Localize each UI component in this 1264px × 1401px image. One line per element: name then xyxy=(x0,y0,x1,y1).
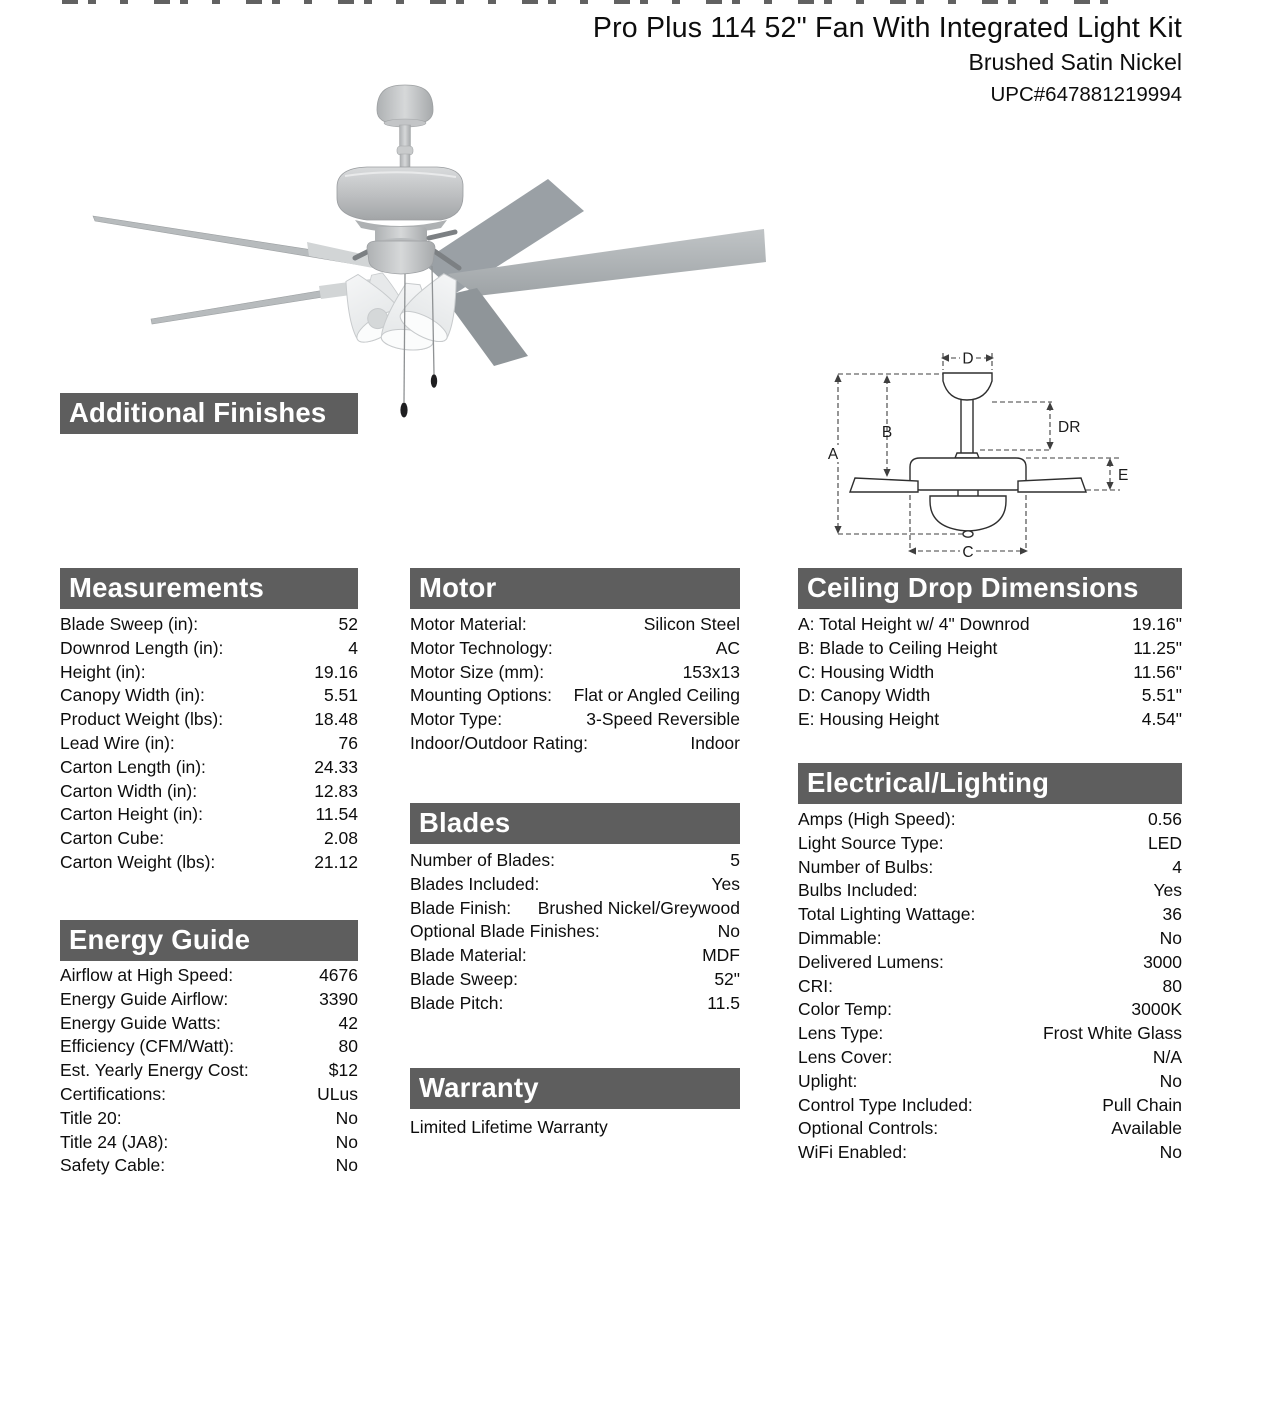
motor-section xyxy=(410,568,740,756)
spec-row xyxy=(798,951,1182,975)
spec-row xyxy=(60,1059,358,1083)
blades-header: Blades xyxy=(410,803,740,844)
blades-section xyxy=(410,803,740,1016)
spec-value: 11.56" xyxy=(1133,661,1182,682)
spec-value: Yes xyxy=(711,873,740,894)
spec-row xyxy=(60,827,358,851)
spec-row xyxy=(410,661,740,685)
energy-guide-section xyxy=(60,920,358,1178)
measurements-section xyxy=(60,568,358,875)
spec-row xyxy=(60,732,358,756)
spec-label: A: Total Height w/ 4" Downrod xyxy=(798,614,1030,634)
energy-guide-table xyxy=(60,964,358,1178)
spec-label: Lead Wire (in): xyxy=(60,732,175,753)
ceiling-drop-header: Ceiling Drop Dimensions xyxy=(798,568,1182,609)
spec-value: Flat or Angled Ceiling xyxy=(573,685,740,706)
spec-row xyxy=(798,975,1182,999)
spec-label: Bulbs Included: xyxy=(798,880,918,901)
spec-row xyxy=(60,756,358,780)
spec-label: Uplight: xyxy=(798,1070,858,1091)
spec-value: No xyxy=(335,1107,358,1128)
spec-value: MDF xyxy=(702,945,740,966)
spec-row xyxy=(60,803,358,827)
spec-label: Carton Width (in): xyxy=(60,780,198,801)
spec-row xyxy=(798,1022,1182,1046)
spec-value: 4 xyxy=(348,637,358,658)
spec-value: No xyxy=(1159,1142,1182,1163)
spec-value: 52 xyxy=(338,614,358,634)
spec-label: Blade Finish: xyxy=(410,897,512,918)
finish-name: Brushed Satin Nickel xyxy=(968,49,1182,75)
spec-value: $12 xyxy=(328,1060,358,1081)
spec-value: 0.56 xyxy=(1147,809,1182,829)
spec-value: 3-Speed Reversible xyxy=(586,709,740,730)
spec-value: Yes xyxy=(1153,880,1182,901)
cropped-text-remnant xyxy=(62,0,1108,4)
warranty-header: Warranty xyxy=(410,1068,740,1109)
spec-label: Downrod Length (in): xyxy=(60,637,224,658)
spec-label: Blade Sweep (in): xyxy=(60,614,199,634)
spec-value: Available xyxy=(1111,1118,1182,1139)
spec-label: Efficiency (CFM/Watt): xyxy=(60,1036,235,1057)
spec-value: Indoor xyxy=(690,732,740,753)
spec-label: Certifications: xyxy=(60,1083,167,1104)
spec-value: No xyxy=(1159,927,1182,948)
spec-row xyxy=(410,920,740,944)
spec-label: Energy Guide Airflow: xyxy=(60,988,229,1009)
spec-row xyxy=(798,856,1182,880)
spec-label: Airflow at High Speed: xyxy=(60,965,234,985)
fan-blade-back-left xyxy=(93,216,374,324)
spec-row xyxy=(60,1083,358,1107)
diagram-label-b: B xyxy=(881,424,893,441)
spec-row xyxy=(798,1117,1182,1141)
spec-row xyxy=(798,808,1182,832)
spec-label: C: Housing Width xyxy=(798,661,935,682)
spec-label: Delivered Lumens: xyxy=(798,951,944,972)
spec-row xyxy=(60,1035,358,1059)
spec-value: 4 xyxy=(1172,856,1182,877)
spec-row xyxy=(410,992,740,1016)
spec-value: 4.54" xyxy=(1141,709,1182,730)
spec-row xyxy=(798,1141,1182,1165)
spec-label: Height (in): xyxy=(60,661,146,682)
spec-row xyxy=(410,732,740,756)
electrical-lighting-section xyxy=(798,763,1182,1165)
spec-row xyxy=(60,684,358,708)
spec-row xyxy=(798,998,1182,1022)
spec-value: 80 xyxy=(1162,975,1182,996)
diagram-label-d: D xyxy=(962,350,974,368)
fan-switch-cup xyxy=(367,241,435,274)
spec-label: Blade Material: xyxy=(410,945,527,966)
spec-label: Motor Material: xyxy=(410,614,527,634)
spec-label: Carton Length (in): xyxy=(60,756,206,777)
spec-label: B: Blade to Ceiling Height xyxy=(798,637,998,658)
spec-value: LED xyxy=(1147,832,1182,853)
spec-label: Canopy Width (in): xyxy=(60,685,205,706)
spec-row xyxy=(798,1046,1182,1070)
spec-row xyxy=(410,849,740,873)
spec-value: 3390 xyxy=(319,988,358,1009)
additional-finishes-header: Additional Finishes xyxy=(60,393,358,434)
spec-value: 36 xyxy=(1162,904,1182,925)
fan-downrod xyxy=(397,125,413,168)
spec-value: No xyxy=(335,1155,358,1176)
spec-row xyxy=(798,613,1182,637)
spec-row xyxy=(410,873,740,897)
spec-value: 5 xyxy=(730,850,740,870)
spec-label: E: Housing Height xyxy=(798,709,940,730)
additional-finishes-section xyxy=(60,393,358,441)
spec-value: N/A xyxy=(1152,1046,1182,1067)
spec-label: Blade Pitch: xyxy=(410,992,504,1013)
spec-label: Carton Height (in): xyxy=(60,804,203,825)
spec-label: Motor Type: xyxy=(410,709,503,730)
spec-label: Carton Cube: xyxy=(60,828,165,849)
spec-row xyxy=(60,780,358,804)
warranty-section xyxy=(410,1068,740,1139)
spec-label: WiFi Enabled: xyxy=(798,1142,907,1163)
measurements-header: Measurements xyxy=(60,568,358,609)
spec-row xyxy=(410,944,740,968)
spec-value: 12.83 xyxy=(314,780,358,801)
energy-guide-header: Energy Guide xyxy=(60,920,358,961)
spec-row xyxy=(60,1012,358,1036)
spec-value: 11.5 xyxy=(707,992,740,1013)
spec-value: 21.12 xyxy=(314,851,358,872)
spec-value: 52" xyxy=(714,968,740,989)
fan-blade-front xyxy=(443,288,528,366)
spec-label: Dimmable: xyxy=(798,927,882,948)
spec-label: Lens Cover: xyxy=(798,1046,893,1067)
spec-label: Lens Type: xyxy=(798,1023,884,1044)
fan-motor-housing xyxy=(337,167,463,250)
spec-value: 3000K xyxy=(1131,999,1182,1020)
spec-label: Title 20: xyxy=(60,1107,122,1128)
spec-value: 3000 xyxy=(1143,951,1182,972)
spec-row xyxy=(60,1107,358,1131)
spec-value: No xyxy=(717,921,740,942)
diagram-label-e: E xyxy=(1118,467,1129,484)
diagram-label-a: A xyxy=(827,446,839,463)
spec-value: 4676 xyxy=(319,965,358,985)
spec-row xyxy=(60,988,358,1012)
spec-label: Motor Technology: xyxy=(410,637,553,658)
spec-value: AC xyxy=(715,637,740,658)
spec-row xyxy=(798,1070,1182,1094)
spec-label: Title 24 (JA8): xyxy=(60,1131,169,1152)
spec-row xyxy=(60,708,358,732)
spec-row xyxy=(798,684,1182,708)
spec-value: Frost White Glass xyxy=(1042,1023,1182,1044)
spec-label: Energy Guide Watts: xyxy=(60,1012,221,1033)
spec-label: Optional Controls: xyxy=(798,1118,939,1139)
spec-label: Number of Bulbs: xyxy=(798,856,934,877)
spec-value: 5.51 xyxy=(323,685,358,706)
ceiling-drop-table xyxy=(798,613,1182,732)
spec-value: Brushed Nickel/Greywood xyxy=(537,897,740,918)
spec-row xyxy=(798,832,1182,856)
spec-value: 19.16" xyxy=(1131,614,1182,634)
spec-value: 11.25" xyxy=(1133,637,1182,658)
spec-row xyxy=(60,661,358,685)
spec-row xyxy=(798,1094,1182,1118)
spec-value: No xyxy=(335,1131,358,1152)
spec-label: Blade Sweep: xyxy=(410,968,518,989)
spec-label: Mounting Options: xyxy=(410,685,553,706)
spec-row xyxy=(410,897,740,921)
spec-row xyxy=(410,968,740,992)
spec-label: Control Type Included: xyxy=(798,1094,973,1115)
spec-row xyxy=(798,927,1182,951)
spec-value: 11.54 xyxy=(315,804,358,825)
upc-code: UPC#647881219994 xyxy=(990,83,1182,106)
spec-value: 76 xyxy=(338,732,358,753)
spec-row xyxy=(798,708,1182,732)
spec-value: ULus xyxy=(317,1083,358,1104)
spec-label: D: Canopy Width xyxy=(798,685,931,706)
spec-label: Motor Size (mm): xyxy=(410,661,545,682)
spec-value: 42 xyxy=(338,1012,358,1033)
spec-value: 153x13 xyxy=(682,661,740,682)
spec-row xyxy=(798,637,1182,661)
page-title: Pro Plus 114 52" Fan With Integrated Light Kit xyxy=(592,12,1182,44)
spec-row xyxy=(798,903,1182,927)
spec-row xyxy=(410,637,740,661)
ceiling-drop-diagram xyxy=(820,345,1150,563)
spec-row xyxy=(798,879,1182,903)
spec-label: Indoor/Outdoor Rating: xyxy=(410,732,589,753)
blades-table xyxy=(410,849,740,1016)
motor-header: Motor xyxy=(410,568,740,609)
spec-value: 18.48 xyxy=(314,709,358,730)
spec-label: CRI: xyxy=(798,975,833,996)
spec-label: Safety Cable: xyxy=(60,1155,166,1176)
product-image-fan xyxy=(55,80,815,425)
spec-value: 2.08 xyxy=(323,828,358,849)
ceiling-drop-section xyxy=(798,568,1182,732)
spec-label: Est. Yearly Energy Cost: xyxy=(60,1060,249,1081)
spec-row xyxy=(60,613,358,637)
spec-row xyxy=(60,1154,358,1178)
spec-value: 19.16 xyxy=(314,661,358,682)
spec-label: Optional Blade Finishes: xyxy=(410,921,600,942)
spec-label: Carton Weight (lbs): xyxy=(60,851,216,872)
spec-value: Silicon Steel xyxy=(643,614,740,634)
spec-label: Number of Blades: xyxy=(410,850,555,870)
spec-row xyxy=(60,964,358,988)
spec-value: No xyxy=(1159,1070,1182,1091)
spec-label: Product Weight (lbs): xyxy=(60,709,224,730)
spec-label: Amps (High Speed): xyxy=(798,809,956,829)
spec-label: Blades Included: xyxy=(410,873,540,894)
electrical-lighting-table xyxy=(798,808,1182,1165)
warranty-text: Limited Lifetime Warranty xyxy=(410,1117,608,1137)
spec-row xyxy=(60,1131,358,1155)
spec-label: Light Source Type: xyxy=(798,832,944,853)
spec-row xyxy=(60,851,358,875)
measurements-table xyxy=(60,613,358,875)
spec-row xyxy=(410,708,740,732)
diagram-label-c: C xyxy=(962,544,974,561)
fan-light-shades xyxy=(329,265,472,353)
spec-row xyxy=(410,684,740,708)
motor-table xyxy=(410,613,740,756)
spec-label: Total Lighting Wattage: xyxy=(798,904,976,925)
spec-value: 80 xyxy=(338,1036,358,1057)
spec-row xyxy=(60,637,358,661)
spec-row xyxy=(410,613,740,637)
spec-value: 24.33 xyxy=(314,756,358,777)
spec-label: Color Temp: xyxy=(798,999,893,1020)
electrical-lighting-header: Electrical/Lighting xyxy=(798,763,1182,804)
spec-row xyxy=(798,661,1182,685)
spec-value: Pull Chain xyxy=(1102,1094,1182,1115)
diagram-label-dr: DR xyxy=(1058,419,1081,436)
spec-value: 5.51" xyxy=(1141,685,1182,706)
fan-canopy xyxy=(377,85,433,127)
